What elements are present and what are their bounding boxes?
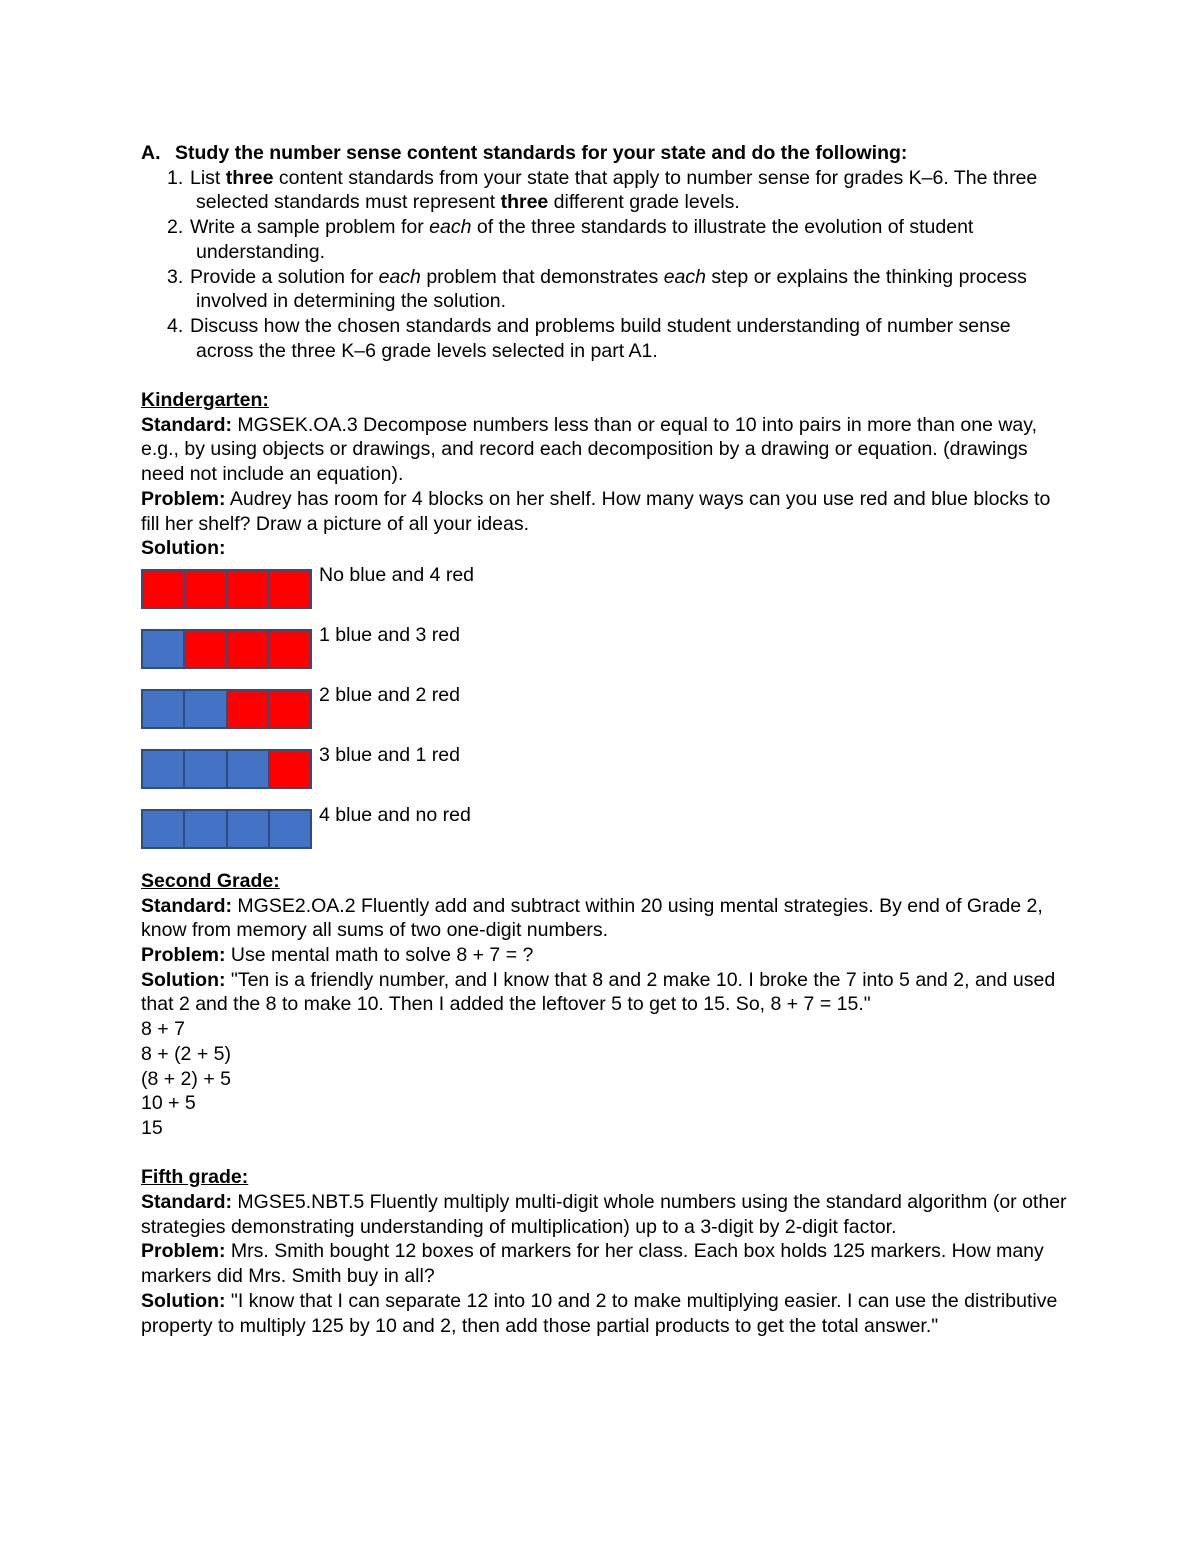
fifth-grade-solution	[141, 1289, 1071, 1338]
math-step: (8 + 2) + 5	[141, 1067, 231, 1090]
block-row-label: 4 blue and no red	[319, 803, 471, 826]
kindergarten-title: Kindergarten:	[141, 389, 269, 412]
math-step: 8 + (2 + 5)	[141, 1042, 231, 1065]
block-bar	[141, 629, 312, 669]
task-item	[141, 166, 1071, 215]
block-bar	[141, 569, 312, 609]
block-drawings	[141, 563, 1071, 861]
fifth-grade-standard	[141, 1190, 1071, 1239]
fifth-grade-title: Fifth grade:	[141, 1166, 249, 1189]
blue-block	[270, 811, 310, 847]
math-step: 8 + 7	[141, 1018, 185, 1041]
fifth-grade-problem	[141, 1239, 1071, 1288]
block-row-label: 2 blue and 2 red	[319, 683, 460, 706]
problem-text: Use mental math to solve 8 + 7 = ?	[225, 944, 534, 967]
problem-label: Problem:	[141, 487, 226, 510]
blue-block	[185, 811, 227, 847]
block-row-label: 1 blue and 3 red	[319, 623, 460, 646]
task-number: 1.	[167, 166, 184, 189]
task-list	[141, 166, 1071, 364]
red-block	[228, 631, 270, 667]
task-text: content standards from your state that apply to number sense for grades K–6. The three selected standards must represent	[196, 166, 1038, 214]
solution-text: "I know that I can separate 12 into 10 and 2 to make multiplying easier. I can use the distributive property to multiply 125 by 10 and 2, then add those partial products to get the total answer."	[141, 1289, 1058, 1337]
blue-block	[143, 751, 185, 787]
red-block	[228, 571, 270, 607]
block-bar	[141, 809, 312, 849]
math-step: 15	[141, 1116, 163, 1139]
task-text: problem that demonstrates	[420, 265, 664, 288]
red-block	[270, 571, 310, 607]
red-block	[270, 751, 310, 787]
task-text: different grade levels.	[548, 191, 740, 214]
task-emphasis: three	[225, 166, 274, 189]
red-block	[228, 691, 270, 727]
solution-text: "Ten is a friendly number, and I know that 8 and 2 make 10. I broke the 7 into 5 and 2, and used that 2 and the 8 to make 10. Then I added the leftover 5 to get to 15. So, 8 + 7 = 15."	[141, 968, 1056, 1016]
section-letter: A.	[141, 142, 161, 164]
task-text: of the three standards to illustrate the evolution of student understanding.	[196, 216, 974, 263]
section-a-title: Study the number sense content standards for your state and do the following:	[175, 142, 908, 164]
blue-block	[185, 751, 227, 787]
blue-block	[143, 631, 185, 667]
problem-label: Problem:	[141, 1240, 226, 1263]
math-step: 10 + 5	[141, 1092, 196, 1115]
standard-label: Standard:	[141, 894, 233, 917]
blue-block	[228, 751, 270, 787]
kindergarten-standard	[141, 413, 1071, 487]
standard-label: Standard:	[141, 413, 233, 436]
red-block	[270, 631, 310, 667]
blue-block	[228, 811, 270, 847]
kindergarten-problem	[141, 487, 1071, 536]
second-grade-title: Second Grade:	[141, 869, 280, 892]
blue-block	[143, 691, 185, 727]
task-number: 2.	[167, 216, 184, 239]
task-text: step or explains the thinking process involved in determining the solution.	[196, 265, 1027, 313]
blue-block	[185, 691, 227, 727]
standard-text: MGSEK.OA.3 Decompose numbers less than or equal to 10 into pairs in more than one way, e.g., by using objects or drawings, and record each decomposition by a drawing or equation. (drawings need not include an equation).	[141, 413, 1037, 486]
task-number: 3.	[167, 265, 184, 288]
standard-label: Standard:	[141, 1191, 233, 1214]
task-emphasis: each	[378, 265, 421, 288]
second-grade-standard	[141, 894, 1071, 943]
block-row-label: No blue and 4 red	[319, 563, 475, 586]
blue-block	[143, 811, 185, 847]
task-item	[141, 314, 1071, 363]
problem-text: Mrs. Smith bought 12 boxes of markers for her class. Each box holds 125 markers. How many markers did Mrs. Smith buy in all?	[141, 1240, 1044, 1288]
task-text: Provide a solution for	[190, 265, 379, 288]
red-block	[143, 571, 185, 607]
solution-label: Solution:	[141, 968, 226, 991]
task-number: 4.	[167, 314, 184, 337]
task-text: Write a sample problem for	[190, 216, 430, 239]
standard-text: MGSE2.OA.2 Fluently add and subtract within 20 using mental strategies. By end of Grade 2, know from memory all sums of two one-digit numbers.	[141, 894, 1043, 942]
section-a-heading	[141, 141, 1071, 166]
solution-label: Solution:	[141, 1289, 226, 1312]
problem-label: Problem:	[141, 944, 226, 967]
second-grade-solution	[141, 968, 1071, 1017]
task-emphasis: three	[500, 191, 549, 214]
red-block	[270, 691, 310, 727]
task-emphasis: each	[429, 216, 472, 239]
red-block	[185, 571, 227, 607]
standard-text: MGSE5.NBT.5 Fluently multiply multi-digit whole numbers using the standard algorithm (or other strategies demonstrating understanding of multiplication) up to a 3-digit by 2-digit factor.	[141, 1191, 1067, 1238]
red-block	[185, 631, 227, 667]
block-bar	[141, 749, 312, 789]
task-emphasis: each	[663, 265, 706, 288]
block-row-label: 3 blue and 1 red	[319, 743, 460, 766]
task-text: List	[190, 166, 226, 189]
task-text: Discuss how the chosen standards and problems build student understanding of number sense across the three K–6 grade levels selected in part A1.	[190, 314, 1011, 362]
document-page	[141, 141, 1071, 1338]
second-grade-problem	[141, 943, 1071, 968]
problem-text: Audrey has room for 4 blocks on her shelf. How many ways can you use red and blue blocks to fill her shelf? Draw a picture of all your ideas.	[141, 487, 1051, 535]
task-item	[141, 215, 1071, 264]
block-bar	[141, 689, 312, 729]
task-item	[141, 265, 1071, 314]
solution-label: Solution:	[141, 537, 226, 560]
